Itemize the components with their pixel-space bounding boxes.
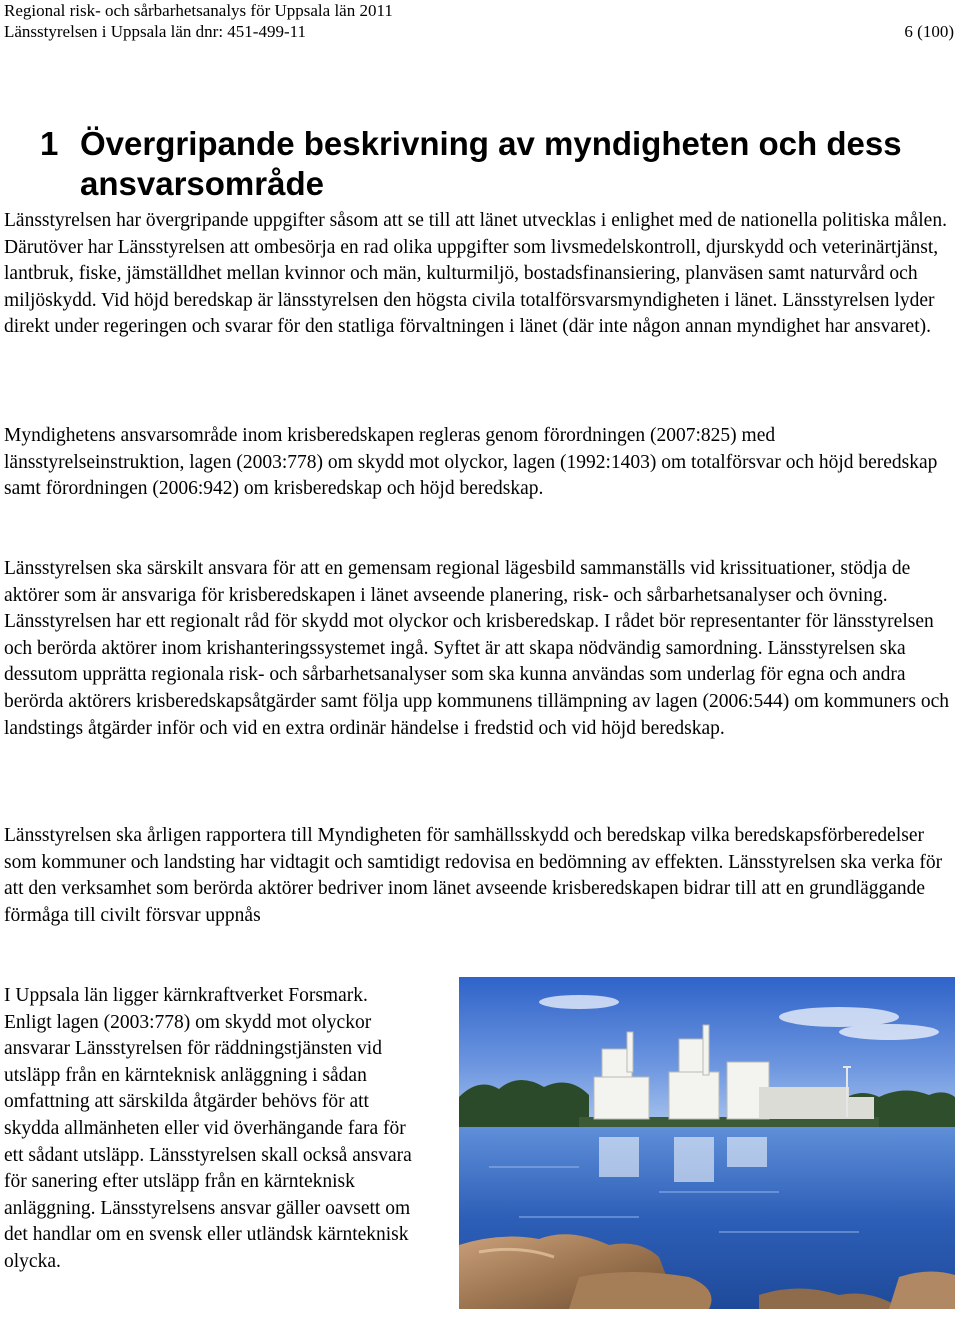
page-number: 6 (100) <box>904 22 954 41</box>
section-heading <box>40 124 940 204</box>
paragraph-forsmark: I Uppsala län ligger kärnkraftverket Forsmark. Enligt lagen (2003:778) om skydd mot olyckor ansvarar Länsstyrelsen för räddningstjänsten vid utsläpp från en kärnteknisk anläggning i sådan omfattning att särskilda åtgärder behövs för att skydda allmänheten eller vid överhängande fara för ett sådant utsläpp. Länsstyrelsen skall också ansvara för sanering efter utsläpp från en kärnteknisk anläggning. Länsstyrelsens ansvar gäller oavsett om det handlar om en svensk eller utländsk kärnteknisk olycka. <box>4 985 412 1272</box>
section-number: 1 <box>40 125 59 162</box>
paragraph-overview: Länsstyrelsen har övergripande uppgifter såsom att se till att länet utvecklas i enlighet med de nationella politiska målen. Därutöver har Länsstyrelsen att ombesörja en rad olika uppgifter som livsmedelskontroll, djurskydd och veterinärtjänst, lantbruk, fiske, jämställdhet mellan kvinnor och män, kulturmiljö, bostadsfinansiering, planväsen samt naturvård och miljöskydd. Vid höjd beredskap är länsstyrelsen den högsta civila totalförsvarsmyndigheten i länet. Länsstyrelsen lyder direkt under regeringen och svarar för den statliga förvaltningen i länet (där inte någon annan myndighet har ansvaret). <box>4 210 947 338</box>
section-title: Övergripande beskrivning av myndigheten och dess ansvarsområde <box>80 125 902 202</box>
header-document-title: Regional risk- och sårbarhetsanalys för Uppsala län 2011 <box>4 1 393 20</box>
paragraph-regulations: Myndighetens ansvarsområde inom krisberedskapen regleras genom förordningen (2007:825) med länsstyrelseinstruktion, lagen (2003:778) om skydd mot olyckor, lagen (1992:1403) om totalförsvar och höjd beredskap samt förordningen (2006:942) om krisberedskap och höjd beredskap. <box>4 425 938 500</box>
header-registration-number: Länsstyrelsen i Uppsala län dnr: 451-499-11 <box>4 22 306 41</box>
forsmark-nuclear-plant-photo <box>459 977 955 1309</box>
paragraph-responsibilities: Länsstyrelsen ska särskilt ansvara för att en gemensam regional lägesbild sammanställs vid krissituationer, stödja de aktörer som är ansvariga för krisberedskapen i länet avseende planering, risk- och sårbarhetsanalyser och övning. Länsstyrelsen har ett regionalt råd för skydd mot olyckor och krisberedskap. I rådet bör representanter för länsstyrelsen och berörda aktörer inom krishanteringssystemet ingå. Syftet är att skapa nödvändig samordning. Länsstyrelsen ska dessutom upprätta regionala risk- och sårbarhetsanalyser som ska kunna användas som underlag för egna och andra berörda aktörers krisberedskapsåtgärder samt följa upp kommunens tillämpning av lagen (2006:544) om kommuners och landstings åtgärder inför och vid en extra ordinär händelse i fredstid och vid höjd beredskap. <box>4 558 949 739</box>
paragraph-reporting: Länsstyrelsen ska årligen rapportera till Myndigheten för samhällsskydd och beredskap vilka beredskapsförberedelser som kommuner och landsting har vidtagit och samtidigt redovisa en bedömning av effekten. Länsstyrelsen ska verka för att den verksamhet som berörda aktörer bedriver inom länet avseende krisberedskapen bidrar till att en grundläggande förmåga till civilt försvar uppnås <box>4 825 943 926</box>
